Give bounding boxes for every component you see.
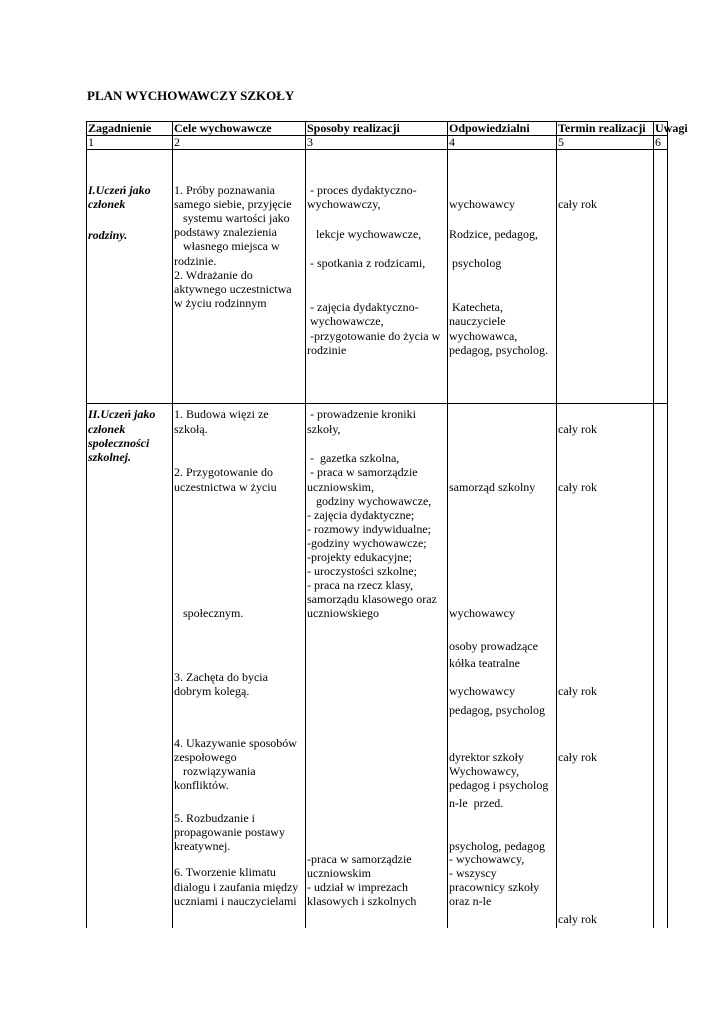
- section-2-goal-line: 2. Przygotowanie do: [174, 465, 273, 479]
- section-1-resp-line: wychowawcy: [449, 197, 515, 211]
- section-2-goal-line: uczestnictwa w życiu: [174, 480, 277, 494]
- section-2-way-line: - udział w imprezach: [307, 880, 408, 894]
- section-2-goal-line: szkołą.: [174, 422, 208, 436]
- section-1-goal-line: systemu wartości jako: [174, 211, 290, 225]
- section-2-goal-line: dobrym kolegą.: [174, 684, 250, 698]
- section-2-term: cały rok: [558, 750, 597, 764]
- section-2-way-line: uczniowskim,: [307, 480, 374, 494]
- header-uwagi: Uwagi: [655, 121, 688, 135]
- section-2-goal-line: 4. Ukazywanie sposobów: [174, 736, 297, 750]
- section-2-topic-line: szkolnej.: [88, 450, 132, 464]
- section-2-way-line: -projekty edukacyjne;: [307, 550, 412, 564]
- section-2-way-line: - gazetka szkolna,: [307, 451, 400, 465]
- section-1-resp-line: Katecheta,: [449, 300, 503, 314]
- section-2-resp-line: n-le przed.: [449, 796, 504, 810]
- section-2-goal-line: 3. Zachęta do bycia: [174, 670, 268, 684]
- section-2-term: cały rok: [558, 422, 597, 436]
- section-1-goal-line: aktywnego uczestnictwa: [174, 282, 292, 296]
- section-1-goal-line: rodzinie.: [174, 254, 217, 268]
- section-2-resp-line: pedagog, psycholog: [449, 703, 545, 717]
- header-cele: Cele wychowawcze: [174, 121, 272, 135]
- section-2-term: cały rok: [558, 912, 597, 926]
- section-1-topic-line: rodziny.: [88, 228, 128, 242]
- section-2-way-line: uczniowskiego: [307, 606, 379, 620]
- section-1-goal-line: 2. Wdrażanie do: [174, 268, 253, 282]
- section-1-resp-line: wychowawca,: [449, 329, 518, 343]
- section-2-goal-line: propagowanie postawy: [174, 825, 285, 839]
- section-2-resp-line: osoby prowadzące: [449, 639, 538, 653]
- section-1-resp-line: psycholog: [449, 256, 502, 270]
- column-number: 6: [655, 135, 661, 149]
- section-1-way-line: - proces dydaktyczno-: [307, 183, 417, 197]
- section-2-way-line: szkoły,: [307, 422, 341, 436]
- section-2-way-line: - zajęcia dydaktyczne;: [307, 508, 415, 522]
- section-1-way-line: - zajęcia dydaktyczno-: [307, 300, 419, 314]
- section-1-way-line: wychowawczy,: [307, 197, 381, 211]
- section-1-resp-line: nauczyciele: [449, 314, 506, 328]
- section-1-resp-line: pedagog, psycholog.: [449, 343, 548, 357]
- section-2-goal-line: zespołowego: [174, 750, 237, 764]
- section-2-resp-line: oraz n-le: [449, 894, 492, 908]
- section-1-resp-line: Rodzice, pedagog,: [449, 227, 538, 241]
- section-2-way-line: - uroczystości szkolne;: [307, 564, 417, 578]
- column-number: 5: [558, 135, 564, 149]
- section-1-term: cały rok: [558, 197, 597, 211]
- header-zagadnienie: Zagadnienie: [88, 121, 152, 135]
- section-2-way-line: - prowadzenie kroniki: [307, 407, 416, 421]
- section-2-way-line: - rozmowy indywidualne;: [307, 522, 431, 536]
- section-1-way-line: rodzinie: [307, 343, 347, 357]
- section-2-goal-line: 6. Tworzenie klimatu: [174, 865, 276, 879]
- section-2-resp-line: wychowawcy: [449, 606, 515, 620]
- section-1-way-line: - spotkania z rodzicami,: [307, 256, 426, 270]
- section-2-resp-line: - wychowawcy,: [449, 852, 525, 866]
- section-2-way-line: uczniowskim: [307, 866, 371, 880]
- section-2-way-line: - praca w samorządzie: [307, 465, 418, 479]
- section-1-way-line: wychowawcze,: [307, 314, 384, 328]
- column-number: 2: [174, 135, 180, 149]
- section-2-goal-line: rozwiązywania: [174, 764, 256, 778]
- section-2-resp-line: wychowawcy: [449, 684, 515, 698]
- section-1-goal-line: własnego miejsca w: [174, 239, 280, 253]
- section-1-topic-line: I.Uczeń jako: [88, 183, 151, 197]
- section-2-resp-line: kółka teatralne: [449, 656, 520, 670]
- section-1-way-line: lekcje wychowawcze,: [307, 227, 422, 241]
- section-1-goal-line: w życiu rodzinnym: [174, 296, 267, 310]
- section-2-topic-line: społeczności: [88, 436, 150, 450]
- section-2-goal-line: kreatywnej.: [174, 839, 231, 853]
- column-number: 4: [449, 135, 455, 149]
- section-1-goal-line: samego siebie, przyjęcie: [174, 197, 292, 211]
- section-2-way-line: godziny wychowawcze,: [307, 494, 432, 508]
- section-2-goal-line: uczniami i nauczycielami: [174, 894, 297, 908]
- section-2-term: cały rok: [558, 684, 597, 698]
- section-2-resp-line: dyrektor szkoły: [449, 750, 524, 764]
- section-2-resp-line: samorząd szkolny: [449, 480, 536, 494]
- section-2-goal-line: dialogu i zaufania między: [174, 880, 299, 894]
- section-2-goal-line: społecznym.: [174, 606, 244, 620]
- header-odpowiedzialni: Odpowiedzialni: [449, 121, 530, 135]
- section-1-topic-line: członek: [88, 197, 126, 211]
- section-2-way-line: -godziny wychowawcze;: [307, 536, 427, 550]
- page-title: PLAN WYCHOWAWCZY SZKOŁY: [87, 88, 295, 103]
- header-sposoby: Sposoby realizacji: [307, 121, 400, 135]
- section-2-way-line: samorządu klasowego oraz: [307, 592, 437, 606]
- section-2-resp-line: psycholog, pedagog: [449, 839, 545, 853]
- column-number: 3: [307, 135, 313, 149]
- header-termin: Termin realizacji: [558, 121, 646, 135]
- section-2-resp-line: pracownicy szkoły: [449, 880, 540, 894]
- section-1-way-line: -przygotowanie do życia w: [307, 329, 441, 343]
- section-2-way-line: klasowych i szkolnych: [307, 894, 417, 908]
- section-2-resp-line: - wszyscy: [449, 866, 497, 880]
- section-2-way-line: - praca na rzecz klasy,: [307, 578, 414, 592]
- column-number: 1: [88, 135, 94, 149]
- section-2-way-line: -praca w samorządzie: [307, 852, 412, 866]
- section-2-goal-line: 1. Budowa więzi ze: [174, 407, 269, 421]
- section-1-goal-line: podstawy znalezienia: [174, 225, 277, 239]
- section-2-goal-line: 5. Rozbudzanie i: [174, 811, 255, 825]
- section-2-topic-line: II.Uczeń jako: [88, 407, 156, 421]
- section-2-resp-line: Wychowawcy,: [449, 764, 520, 778]
- section-2-resp-line: pedagog i psycholog: [449, 778, 549, 792]
- section-1-goal-line: 1. Próby poznawania: [174, 183, 275, 197]
- section-2-term: cały rok: [558, 480, 597, 494]
- section-2-topic-line: członek: [88, 422, 126, 436]
- section-2-goal-line: konfliktów.: [174, 778, 229, 792]
